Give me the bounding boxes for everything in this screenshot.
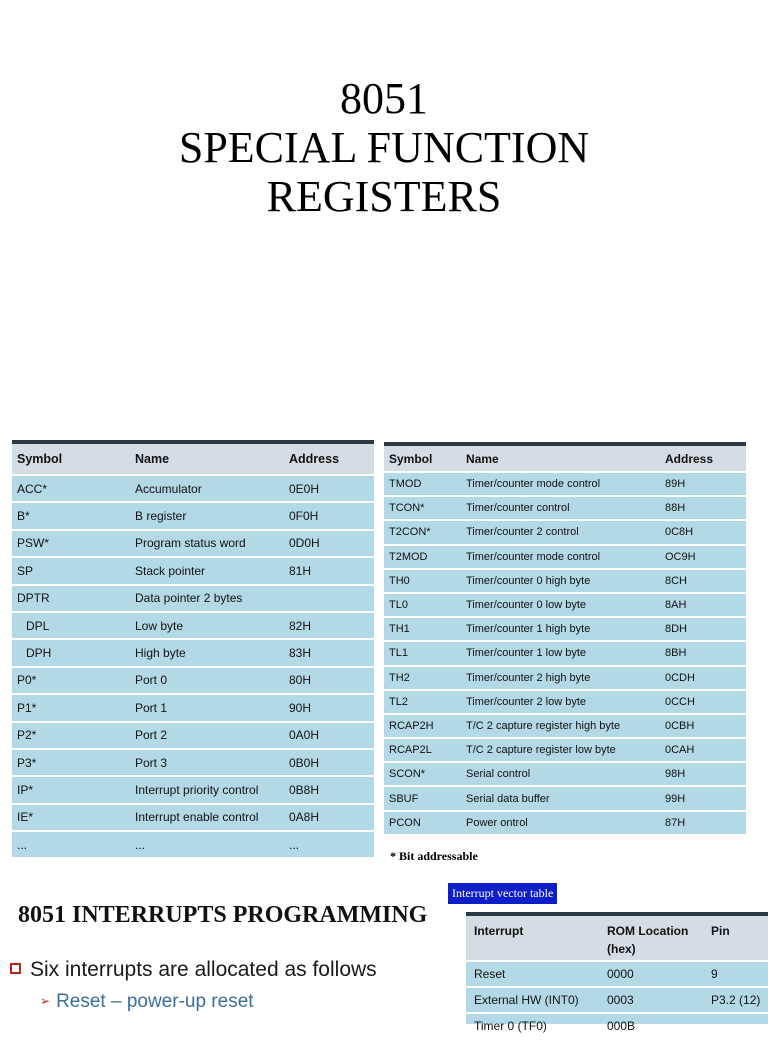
- table-row: [12, 776, 374, 803]
- cell-name: Timer/counter mode control: [461, 545, 660, 569]
- table-row: [12, 530, 374, 557]
- cell-address: 8DH: [660, 617, 746, 641]
- cell-interrupt: Reset: [466, 961, 599, 987]
- table-row: [12, 502, 374, 529]
- square-bullet-icon: [10, 963, 21, 974]
- cell-rom-location: 0003: [599, 987, 703, 1013]
- cell-address: 88H: [660, 496, 746, 520]
- cell-address: 90H: [284, 694, 374, 721]
- table-row: [12, 722, 374, 749]
- cell-symbol: P2*: [12, 722, 130, 749]
- table-row: [384, 786, 746, 810]
- cell-symbol: ACC*: [12, 475, 130, 502]
- cell-address: 99H: [660, 786, 746, 810]
- cell-symbol: P1*: [12, 694, 130, 721]
- cell-name: Port 0: [130, 667, 284, 694]
- cell-address: 0C8H: [660, 520, 746, 544]
- table-row: [384, 641, 746, 665]
- cell-address: 0E0H: [284, 475, 374, 502]
- cell-name: Port 3: [130, 749, 284, 776]
- cell-symbol: TCON*: [384, 496, 461, 520]
- cell-address: 89H: [660, 472, 746, 496]
- cell-address: 82H: [284, 612, 374, 639]
- cell-name: Timer/counter 2 high byte: [461, 666, 660, 690]
- cell-name: Accumulator: [130, 475, 284, 502]
- cell-symbol: TH1: [384, 617, 461, 641]
- cell-name: Timer/counter 0 high byte: [461, 569, 660, 593]
- bit-addressable-footnote: * Bit addressable: [390, 849, 478, 863]
- cell-symbol: P0*: [12, 667, 130, 694]
- table-header-row: [466, 914, 768, 961]
- cell-address: OC9H: [660, 545, 746, 569]
- column-header-name: Name: [130, 442, 284, 475]
- cell-name: Interrupt priority control: [130, 776, 284, 803]
- cell-name: Timer/counter control: [461, 496, 660, 520]
- cell-address: 8CH: [660, 569, 746, 593]
- table-row: [12, 639, 374, 666]
- cell-symbol: RCAP2H: [384, 714, 461, 738]
- cell-name: Timer/counter 2 control: [461, 520, 660, 544]
- cell-name: Interrupt enable control: [130, 804, 284, 831]
- cell-symbol: SBUF: [384, 786, 461, 810]
- cell-address: 83H: [284, 639, 374, 666]
- table-row: [384, 762, 746, 786]
- cell-address: 0B8H: [284, 776, 374, 803]
- table-row: [466, 961, 768, 987]
- table-row: [384, 496, 746, 520]
- cell-address: 8AH: [660, 593, 746, 617]
- cell-symbol: B*: [12, 502, 130, 529]
- cell-name: High byte: [130, 639, 284, 666]
- cell-symbol: DPL: [12, 612, 130, 639]
- table-row: [384, 472, 746, 496]
- table-row: [12, 667, 374, 694]
- cell-address: 0F0H: [284, 502, 374, 529]
- column-header-pin: Pin: [703, 914, 768, 961]
- cell-symbol: TL1: [384, 641, 461, 665]
- cell-symbol: IE*: [12, 804, 130, 831]
- cell-address: 0CCH: [660, 690, 746, 714]
- table-row: [384, 714, 746, 738]
- cell-symbol: TMOD: [384, 472, 461, 496]
- cell-name: Port 1: [130, 694, 284, 721]
- column-header-rom-location: ROM Location (hex): [599, 914, 703, 961]
- cell-interrupt: Timer 0 (TF0): [466, 1013, 599, 1039]
- cell-address: 81H: [284, 557, 374, 584]
- table-row: [12, 475, 374, 502]
- cell-symbol: DPTR: [12, 585, 130, 612]
- bullet-item: [10, 958, 377, 982]
- cell-name: Power ontrol: [461, 811, 660, 835]
- title-line-2: SPECIAL FUNCTION: [178, 123, 590, 172]
- section-heading: 8051 INTERRUPTS PROGRAMMING: [18, 902, 428, 928]
- column-header-interrupt: Interrupt: [466, 914, 599, 961]
- table-row: [12, 612, 374, 639]
- interrupt-vector-table: [466, 912, 768, 1040]
- table-row: [384, 738, 746, 762]
- table-row: [384, 569, 746, 593]
- cell-name: Timer/counter mode control: [461, 472, 660, 496]
- cell-pin: [703, 1013, 768, 1039]
- table-row: [466, 1013, 768, 1039]
- table-row: [384, 520, 746, 544]
- table-row: [384, 593, 746, 617]
- column-header-address: Address: [284, 442, 374, 475]
- interrupt-vector-table-label: Interrupt vector table: [448, 883, 557, 904]
- cell-address: 0D0H: [284, 530, 374, 557]
- table-row: [12, 557, 374, 584]
- cell-symbol: TL2: [384, 690, 461, 714]
- cell-symbol: SCON*: [384, 762, 461, 786]
- table-row: [466, 987, 768, 1013]
- table-row: [384, 690, 746, 714]
- cell-name: Serial data buffer: [461, 786, 660, 810]
- cell-address: ...: [284, 831, 374, 858]
- cell-name: Stack pointer: [130, 557, 284, 584]
- cell-address: [284, 585, 374, 612]
- table-row: [384, 811, 746, 835]
- arrow-bullet-icon: ➢: [40, 994, 51, 1008]
- cell-address: 8BH: [660, 641, 746, 665]
- sfr-table-right: [384, 442, 746, 836]
- interrupt-vector-table-container: [466, 912, 768, 1033]
- cell-address: 87H: [660, 811, 746, 835]
- column-header-name: Name: [461, 444, 660, 472]
- cell-pin: 9: [703, 961, 768, 987]
- cell-name: Port 2: [130, 722, 284, 749]
- cell-symbol: TH2: [384, 666, 461, 690]
- cell-name: Program status word: [130, 530, 284, 557]
- cell-name: ...: [130, 831, 284, 858]
- table-row: [12, 804, 374, 831]
- cell-symbol: IP*: [12, 776, 130, 803]
- table-row: [12, 749, 374, 776]
- cell-address: 80H: [284, 667, 374, 694]
- table-header-row: [384, 444, 746, 472]
- cell-symbol: TL0: [384, 593, 461, 617]
- cell-pin: P3.2 (12): [703, 987, 768, 1013]
- column-header-symbol: Symbol: [12, 442, 130, 475]
- sfr-table-left: [12, 440, 374, 859]
- column-header-symbol: Symbol: [384, 444, 461, 472]
- cell-name: Timer/counter 0 low byte: [461, 593, 660, 617]
- cell-symbol: T2CON*: [384, 520, 461, 544]
- slide-title: [0, 74, 768, 221]
- cell-address: 0A8H: [284, 804, 374, 831]
- cell-name: Serial control: [461, 762, 660, 786]
- table-row: [12, 831, 374, 858]
- cell-interrupt: External HW (INT0): [466, 987, 599, 1013]
- table-header-row: [12, 442, 374, 475]
- cell-symbol: DPH: [12, 639, 130, 666]
- table-row: [12, 694, 374, 721]
- cell-name: Timer/counter 2 low byte: [461, 690, 660, 714]
- cell-symbol: ...: [12, 831, 130, 858]
- cell-rom-location: 0000: [599, 961, 703, 987]
- cell-name: Timer/counter 1 low byte: [461, 641, 660, 665]
- cell-address: 98H: [660, 762, 746, 786]
- cell-name: Timer/counter 1 high byte: [461, 617, 660, 641]
- cell-address: 0B0H: [284, 749, 374, 776]
- cell-name: B register: [130, 502, 284, 529]
- bullet-text: Six interrupts are allocated as follows: [30, 958, 377, 981]
- cell-name: Data pointer 2 bytes: [130, 585, 284, 612]
- cell-symbol: P3*: [12, 749, 130, 776]
- cell-address: 0CDH: [660, 666, 746, 690]
- cell-symbol: RCAP2L: [384, 738, 461, 762]
- cell-address: 0CAH: [660, 738, 746, 762]
- cell-address: 0A0H: [284, 722, 374, 749]
- cell-symbol: PSW*: [12, 530, 130, 557]
- sub-bullet-text: Reset – power-up reset: [56, 991, 254, 1012]
- cell-symbol: SP: [12, 557, 130, 584]
- cell-name: T/C 2 capture register low byte: [461, 738, 660, 762]
- column-header-address: Address: [660, 444, 746, 472]
- table-row: [384, 545, 746, 569]
- cell-address: 0CBH: [660, 714, 746, 738]
- cell-symbol: T2MOD: [384, 545, 461, 569]
- cell-name: T/C 2 capture register high byte: [461, 714, 660, 738]
- sub-bullet-item: [40, 991, 254, 1013]
- cell-symbol: TH0: [384, 569, 461, 593]
- cell-rom-location: 000B: [599, 1013, 703, 1039]
- table-row: [384, 666, 746, 690]
- cell-name: Low byte: [130, 612, 284, 639]
- table-row: [12, 585, 374, 612]
- title-line-3: REGISTERS: [266, 172, 502, 221]
- table-row: [384, 617, 746, 641]
- title-line-1: 8051: [340, 74, 428, 123]
- cell-symbol: PCON: [384, 811, 461, 835]
